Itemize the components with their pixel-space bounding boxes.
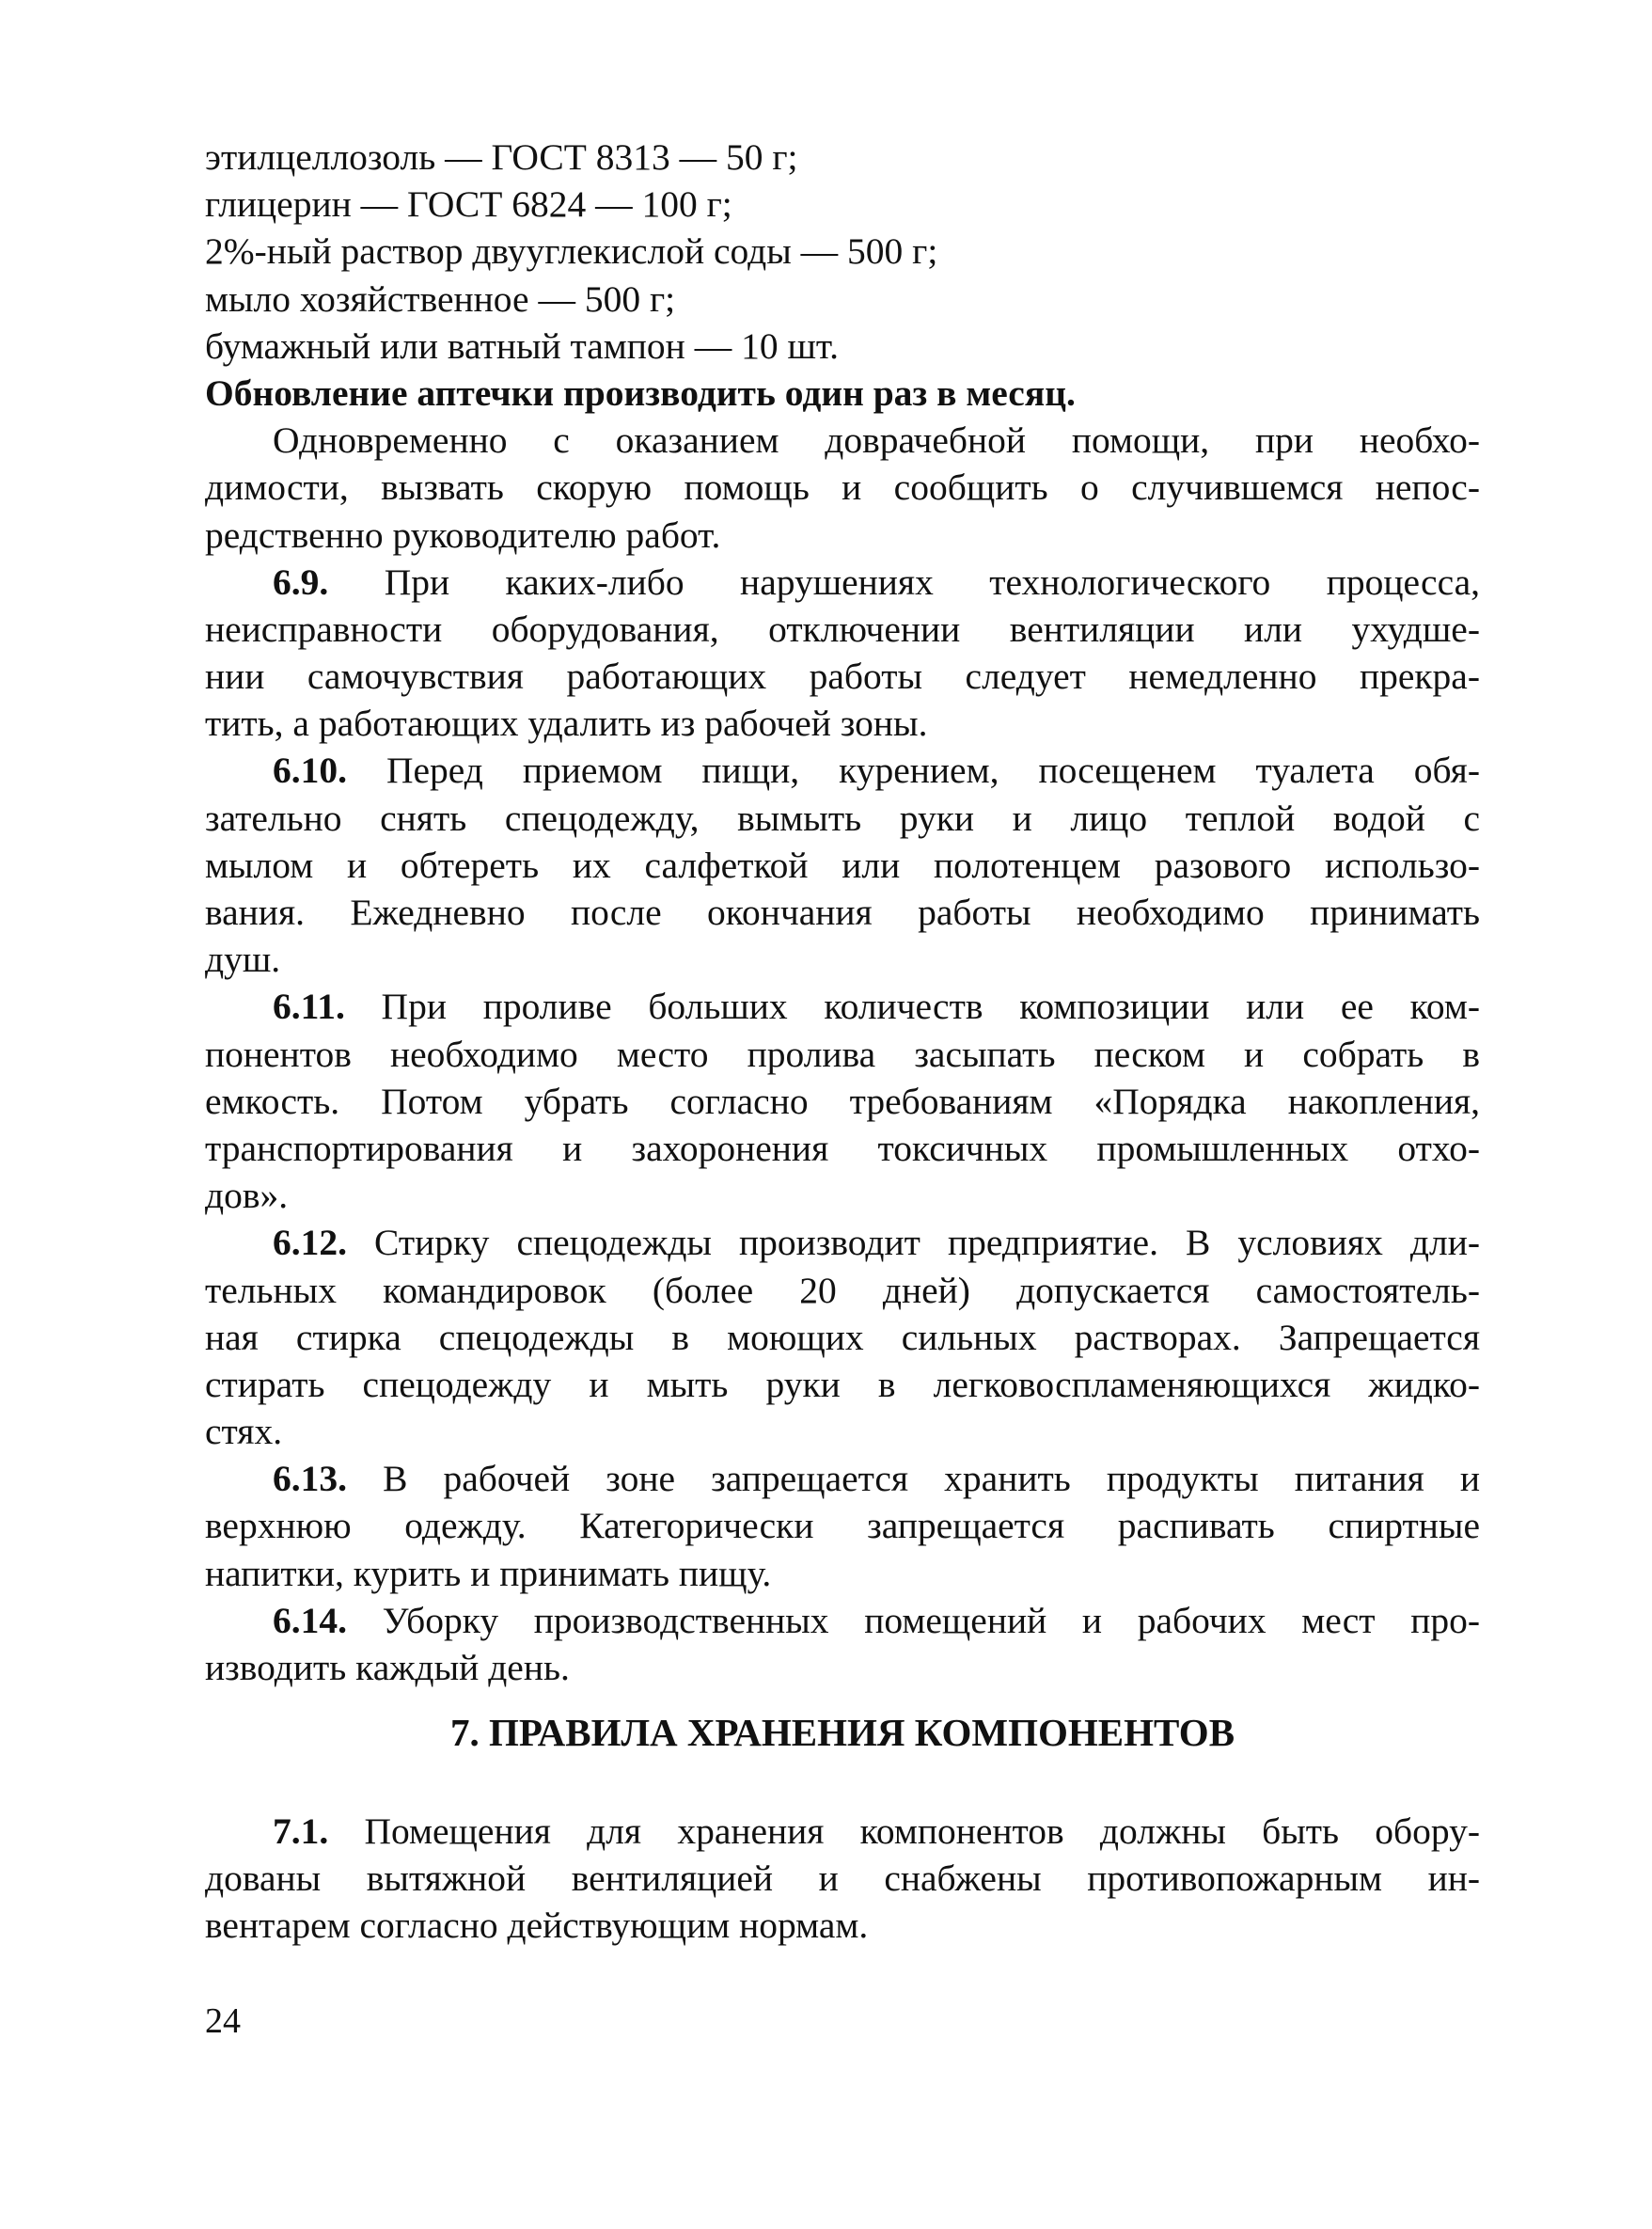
- paragraph-text: Стирку спецодежды производит предприятие. В условиях дли-: [347, 1222, 1480, 1264]
- paragraph-6-11-first-line: [205, 983, 1480, 1030]
- paragraph-line: тельных командировок (более 20 дней) допускается самостоятель-: [205, 1269, 1480, 1311]
- page-number: 24: [205, 2001, 241, 2041]
- paragraph-line: душ.: [205, 939, 281, 981]
- paragraph-text: При каких-либо нарушениях технологического процесса,: [328, 561, 1480, 603]
- paragraph-line: дованы вытяжной вентиляцией и снабжены противопожарным ин-: [205, 1858, 1480, 1900]
- paragraph-line: дов».: [205, 1175, 289, 1217]
- paragraph-6-13-first-line: [205, 1455, 1480, 1502]
- paragraph-line: напитки, курить и принимать пищу.: [205, 1552, 772, 1594]
- paragraph-line: неисправности оборудования, отключении вентиляции или ухудше-: [205, 608, 1480, 650]
- paragraph-line: верхнюю одежду. Категорически запрещается распивать спиртные: [205, 1505, 1480, 1547]
- paragraph-line: вания. Ежедневно после окончания работы необходимо принимать: [205, 892, 1480, 933]
- paragraph-7-1-first-line: [205, 1808, 1480, 1855]
- list-item: этилцеллозоль — ГОСТ 8313 — 50 г;: [205, 136, 798, 178]
- section-7-text: [205, 1808, 1480, 1950]
- list-item: бумажный или ватный тампон — 10 шт.: [205, 324, 840, 367]
- list-item: 2%-ный раствор двууглекислой соды — 500 г;: [205, 230, 938, 273]
- paragraph-6-14-first-line: [205, 1597, 1480, 1644]
- clause-number: 6.11.: [273, 986, 345, 1028]
- paragraph-text: В рабочей зоне запрещается хранить продукты питания и: [347, 1458, 1480, 1500]
- paragraph-6-10-first-line: [205, 747, 1480, 794]
- paragraph-line: изводить каждый день.: [205, 1647, 570, 1688]
- paragraph-line: понентов необходимо место пролива засыпать песком и собрать в: [205, 1033, 1480, 1075]
- clause-number: 6.9.: [273, 561, 329, 603]
- body-text: [205, 134, 1480, 1691]
- paragraph-line: Одновременно с оказанием доврачебной помощи, при необхо-: [273, 419, 1480, 462]
- paragraph-line: стях.: [205, 1411, 283, 1453]
- paragraph-text: При проливе больших количеств композиции или ее ком-: [344, 986, 1480, 1028]
- clause-number: 6.14.: [273, 1599, 347, 1641]
- paragraph-line: вентарем согласно действующим нормам.: [205, 1905, 869, 1947]
- paragraph-line: стирать спецодежду и мыть руки в легковоспламеняющихся жидко-: [205, 1363, 1480, 1405]
- paragraph-text: Перед приемом пищи, курением, посещенем туалета обя-: [347, 750, 1480, 792]
- paragraph-line: емкость. Потом убрать согласно требованиям «Порядка накопления,: [205, 1080, 1480, 1122]
- clause-number: 6.12.: [273, 1222, 347, 1264]
- clause-number: 6.10.: [273, 750, 347, 792]
- section-heading: 7. ПРАВИЛА ХРАНЕНИЯ КОМПОНЕНТОВ: [449, 1711, 1235, 1754]
- paragraph-line: нии самочувствия работающих работы следует немедленно прекра-: [205, 656, 1480, 698]
- list-item: мыло хозяйственное — 500 г;: [205, 277, 676, 320]
- clause-number: 7.1.: [273, 1810, 329, 1852]
- paragraph-6-9-first-line: [205, 559, 1480, 606]
- paragraph-6-12-first-line: [205, 1219, 1480, 1266]
- paragraph-line: транспортирования и захоронения токсичных промышленных отхо-: [205, 1127, 1480, 1169]
- paragraph-line: димости, вызвать скорую помощь и сообщить о случившемся непос-: [205, 466, 1480, 509]
- clause-number: 6.13.: [273, 1458, 347, 1500]
- paragraph-line: тить, а работающих удалить из рабочей зоны.: [205, 703, 928, 745]
- paragraph-text: Помещения для хранения компонентов должны быть обору-: [328, 1810, 1480, 1852]
- paragraph-line: редственно руководителю работ.: [205, 514, 721, 556]
- paragraph-text: Уборку производственных помещений и рабочих мест про-: [347, 1599, 1480, 1641]
- bold-note: Обновление аптечки производить один раз в месяц.: [205, 372, 1076, 414]
- paragraph-line: зательно снять спецодежду, вымыть руки и лицо теплой водой с: [205, 797, 1480, 839]
- list-item: глицерин — ГОСТ 6824 — 100 г;: [205, 183, 732, 226]
- paragraph-line: мылом и обтереть их салфеткой или полотенцем разового использо-: [205, 844, 1480, 886]
- paragraph-line: ная стирка спецодежды в моющих сильных растворах. Запрещается: [205, 1316, 1480, 1358]
